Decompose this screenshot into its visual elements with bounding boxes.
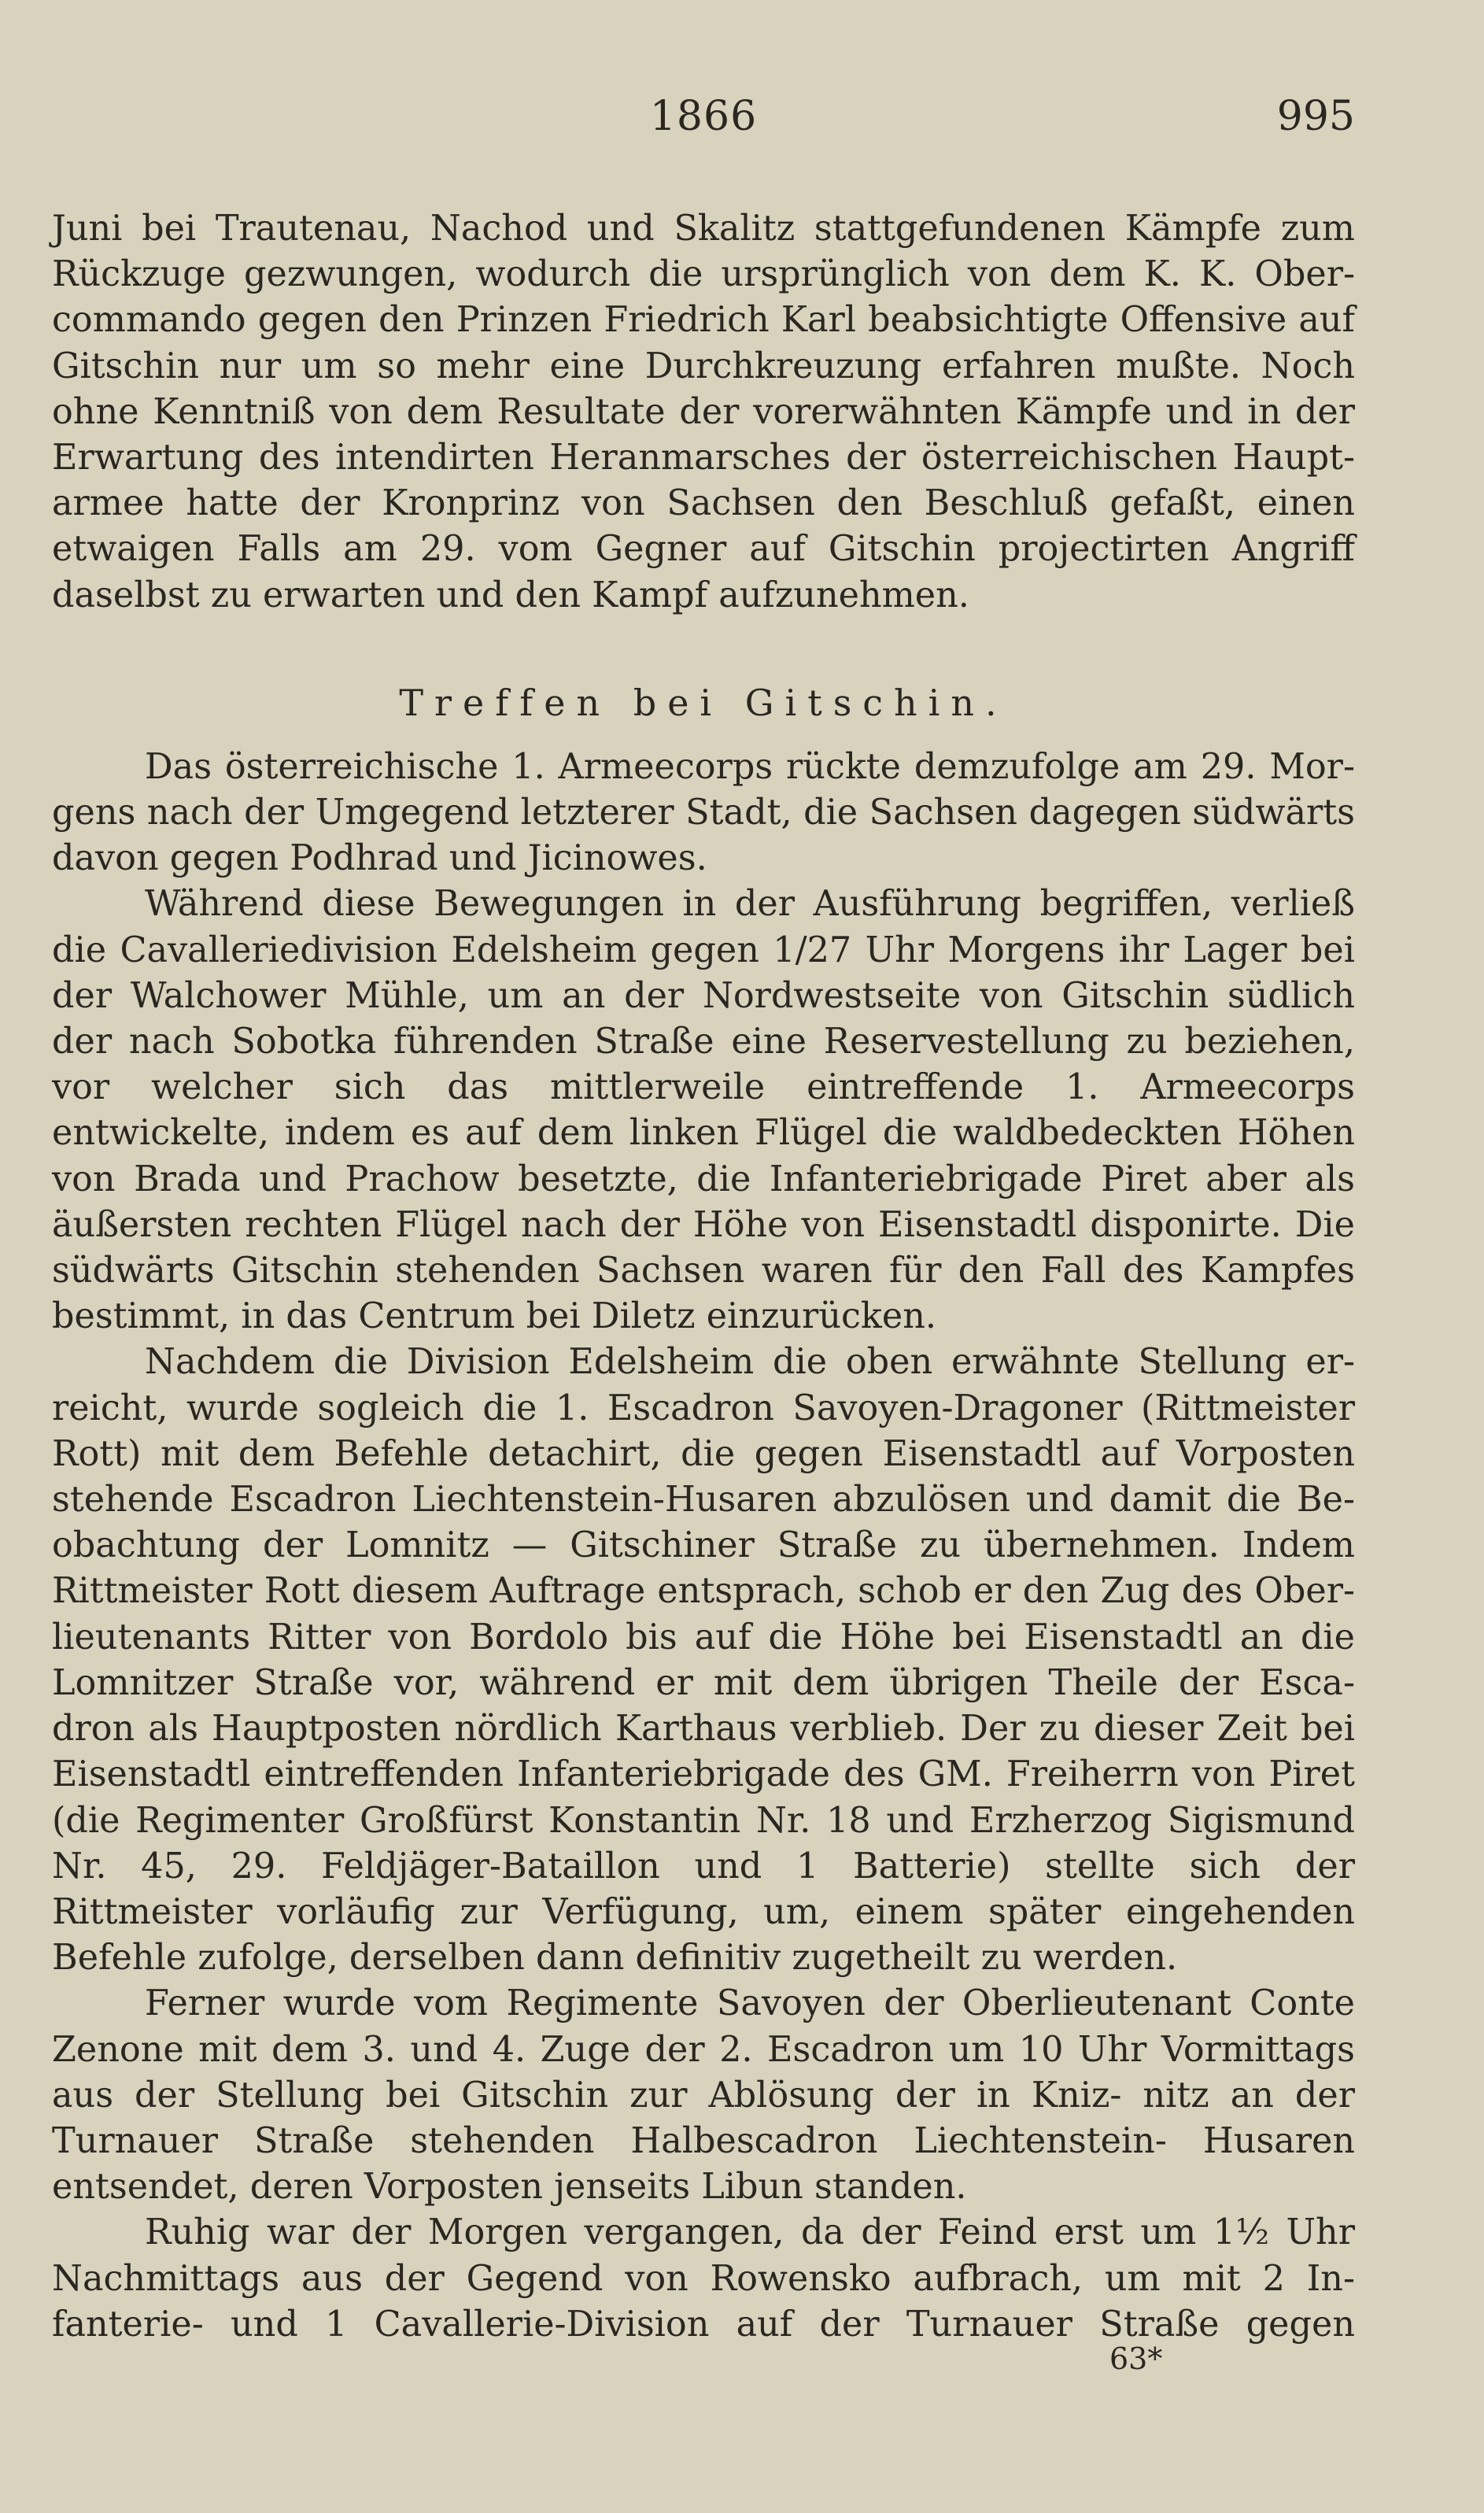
page-number: 995 (1276, 93, 1355, 140)
paragraph: Nachdem die Division Edelsheim die oben erwähnte Stellung er- reicht, wurde sogleich die 1. Escadron Savoyen-Dragoner (Rittmeister Rott) mit dem Befehle detachirt, die gegen Eisenstadtl auf Vorposten stehende Escadron Liechtenstein-Husaren abzulösen und damit die Be- obachtung der Lomnitz — Gitschiner Straße zu übernehmen. Indem Rittmeister Rott diesem Auftrage entsprach, schob er den Zug des Ober- lieutenants Ritter von Bordolo bis auf die Höhe bei Eisenstadtl an die Lomnitzer Straße vor, während er mit dem übrigen Theile der Esca- dron als Hauptposten nördlich Karthaus verblieb. Der zu dieser Zeit bei Eisenstadtl eintreffenden Infanteriebrigade des GM. Freiherrn von Piret (die Regimenter Großfürst Konstantin Nr. 18 und Erzherzog Sigismund Nr. 45, 29. Feldjäger-Bataillon und 1 Batterie) stellte sich der Rittmeister vorläufig zur Verfügung, um, einem später eingehenden Befehle zufolge, derselben dann definitiv zugetheilt zu werden. (52, 1342, 1355, 1979)
paragraph: Ferner wurde vom Regimente Savoyen der Oberlieutenant Conte Zenone mit dem 3. und 4. Zuge der 2. Escadron um 10 Uhr Vormittags aus der Stellung bei Gitschin zur Ablösung der in Kniz- nitz an der Turnauer Straße stehenden Halbescadron Liechtenstein- Husaren entsendet, deren Vorposten jenseits Libun standen. (52, 1983, 1355, 2208)
paragraph: Während diese Bewegungen in der Ausführung begriffen, verließ die Cavalleriedivision Edelsheim gegen 1/27 Uhr Morgens ihr Lager bei der Walchower Mühle, um an der Nordwestseite von Gitschin südlich der nach Sobotka führenden Straße eine Reservestellung zu beziehen, vor welcher sich das mittlerweile eintreffende 1. Armeecorps entwickelte, indem es auf dem linken Flügel die waldbedeckten Höhen von Brada und Prachow besetzte, die Infanteriebrigade Piret aber als äußersten rechten Flügel nach der Höhe von Eisenstadtl disponirte. Die südwärts Gitschin stehenden Sachsen waren für den Fall des Kampfes bestimmt, in das Centrum bei Diletz einzurücken. (52, 884, 1355, 1337)
paragraph-continuation: Juni bei Trautenau, Nachod und Skalitz stattgefundenen Kämpfe zum Rückzuge gezwungen, wodurch die ursprünglich von dem K. K. Ober- commando gegen den Prinzen Friedrich Karl beabsichtigte Offensive auf Gitschin nur um so mehr eine Durchkreuzung erfahren mußte. Noch ohne Kenntniß von dem Resultate der vorerwähnten Kämpfe und in der Erwartung des intendirten Heranmarsches der österreichischen Haupt- armee hatte der Kronprinz von Sachsen den Beschluß gefaßt, einen etwaigen Falls am 29. vom Gegner auf Gitschin projectirten Angriff daselbst zu erwarten und den Kampf aufzunehmen. (52, 209, 1355, 615)
page-body (52, 206, 1355, 2348)
page-header (52, 93, 1355, 156)
paragraph: Das österreichische 1. Armeecorps rückte demzufolge am 29. Mor- gens nach der Umgegend letzterer Stadt, die Sachsen dagegen südwärts davon gegen Podhrad und Jicinowes. (52, 746, 1355, 879)
paragraph: Ruhig war der Morgen vergangen, da der Feind erst um 1½ Uhr Nachmittags aus der Gegend von Rowensko aufbrach, um mit 2 In- fanterie- und 1 Cavallerie-Division auf der Turnauer Straße gegen (52, 2212, 1355, 2345)
section-heading: Treffen bei Gitschin. (399, 681, 1008, 724)
running-head-year: 1866 (649, 93, 758, 140)
signature-mark: 63* (1109, 2341, 1163, 2376)
